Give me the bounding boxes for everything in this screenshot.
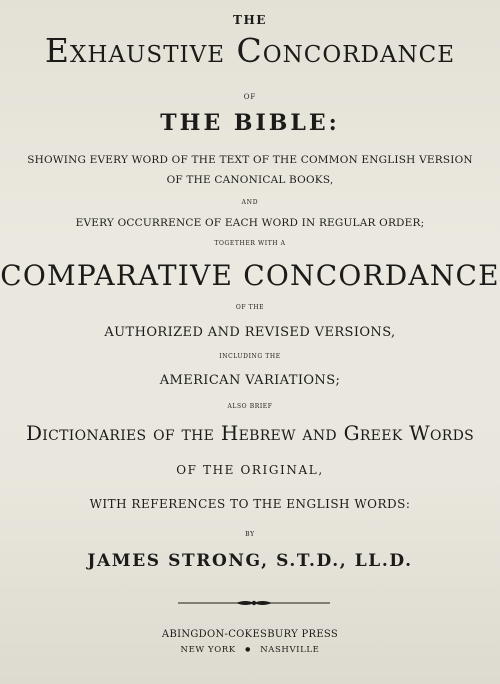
subtitle-authorized: AUTHORIZED AND REVISED VERSIONS, xyxy=(104,325,396,340)
city-new-york: NEW YORK xyxy=(180,645,236,655)
city-separator-dot: ● xyxy=(245,646,251,653)
subtitle-showing-line1: SHOWING EVERY WORD OF THE TEXT OF THE COMMON ENGLISH VERSION xyxy=(27,154,473,166)
connector-including-the: INCLUDING THE xyxy=(219,353,281,360)
decorative-rule xyxy=(178,598,330,608)
dictionaries-heading: Dictionaries of the Hebrew and Greek Words xyxy=(25,421,475,445)
subtitle-showing-line2: OF THE CANONICAL BOOKS, xyxy=(166,174,334,186)
connector-together-with: TOGETHER WITH A xyxy=(214,240,286,247)
title-the-bible: THE BIBLE: xyxy=(160,110,340,136)
comparative-concordance-heading: COMPARATIVE CONCORDANCE xyxy=(0,259,500,292)
publisher-cities xyxy=(0,646,500,655)
author-name: JAMES STRONG, S.T.D., LL.D. xyxy=(87,551,413,571)
main-title: Exhaustive Concordance xyxy=(44,31,456,70)
connector-of-the: OF THE xyxy=(235,304,265,311)
connector-also-brief: ALSO BRIEF xyxy=(227,403,273,410)
title-of: OF xyxy=(243,93,257,101)
subtitle-every-occurrence: EVERY OCCURRENCE OF EACH WORD IN REGULAR ORDER; xyxy=(75,217,425,229)
city-nashville: NASHVILLE xyxy=(260,645,320,655)
subtitle-of-the-original: OF THE ORIGINAL, xyxy=(176,463,324,477)
subtitle-american: AMERICAN VARIATIONS; xyxy=(159,373,341,388)
title-the: THE xyxy=(233,13,267,27)
publisher-name: ABINGDON-COKESBURY PRESS xyxy=(161,629,339,640)
connector-by: BY xyxy=(245,531,255,538)
connector-and: AND xyxy=(241,199,259,206)
subtitle-with-references: WITH REFERENCES TO THE ENGLISH WORDS: xyxy=(89,497,411,511)
